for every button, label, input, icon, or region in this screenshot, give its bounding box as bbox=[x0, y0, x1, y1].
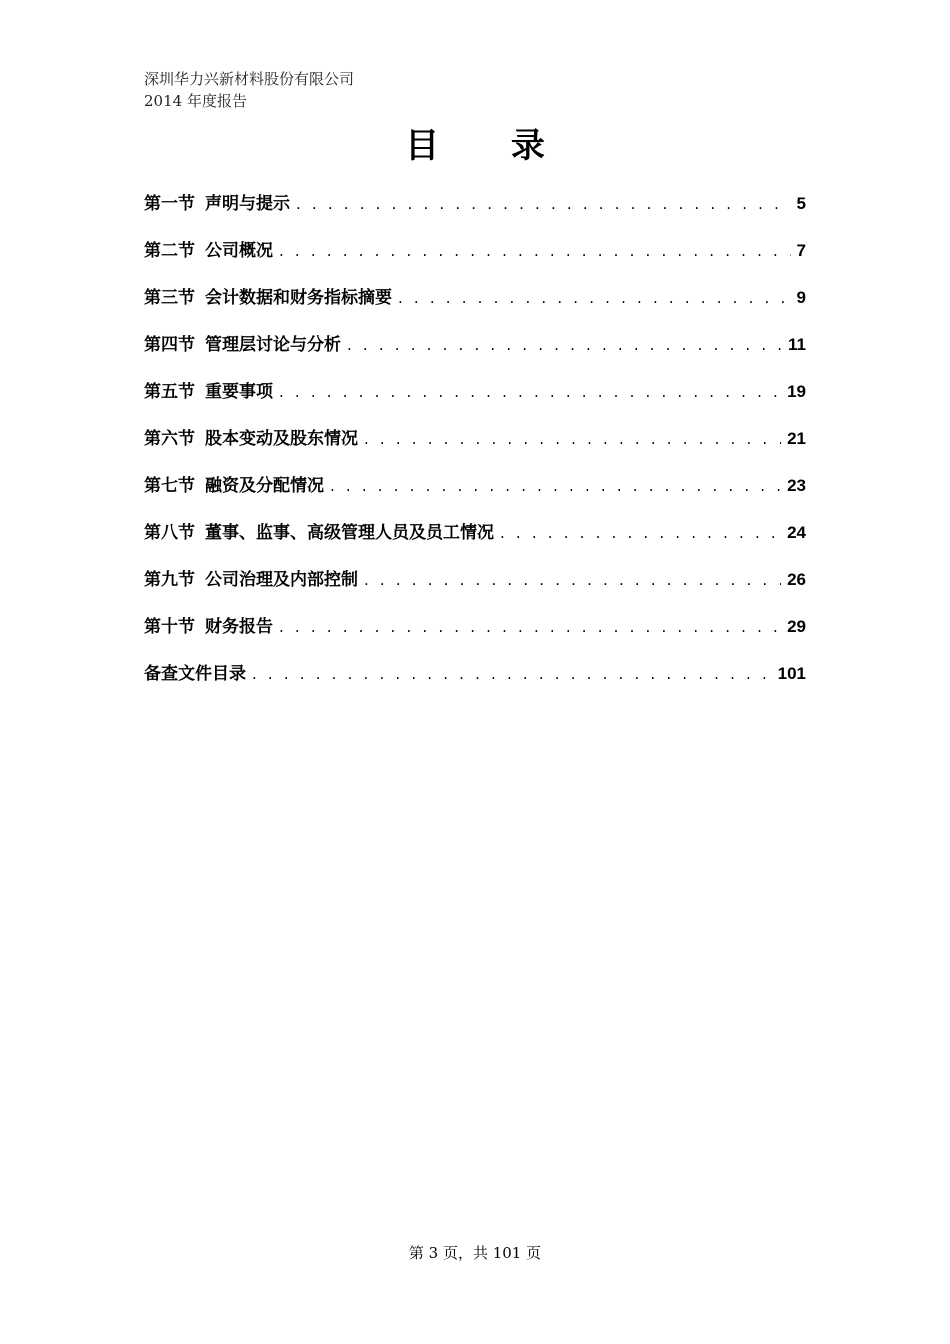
toc-dot-leader bbox=[330, 472, 781, 500]
toc-dot-leader bbox=[279, 237, 791, 265]
page-header bbox=[144, 68, 354, 112]
toc-section-title: 公司概况 bbox=[205, 241, 273, 261]
toc-section-number: 第三节 bbox=[144, 288, 195, 308]
toc-entry-section-1[interactable] bbox=[144, 190, 806, 237]
toc-dot-leader bbox=[364, 566, 781, 594]
toc-section-title: 董事、监事、高级管理人员及员工情况 bbox=[205, 523, 494, 543]
toc-page-number: 7 bbox=[796, 241, 806, 260]
page-title: 目 录 bbox=[405, 126, 575, 166]
toc-section-number: 第八节 bbox=[144, 523, 195, 543]
toc-entry-section-5[interactable] bbox=[144, 378, 806, 425]
toc-section-number: 第五节 bbox=[144, 382, 195, 402]
toc-dot-leader bbox=[279, 378, 781, 406]
toc-dot-leader bbox=[296, 190, 791, 218]
toc-entry-section-7[interactable] bbox=[144, 472, 806, 519]
toc-section-title: 重要事项 bbox=[205, 382, 273, 402]
toc-section-number: 第六节 bbox=[144, 429, 195, 449]
toc-section-title: 管理层讨论与分析 bbox=[205, 335, 341, 355]
toc-entry-section-10[interactable] bbox=[144, 613, 806, 660]
toc-dot-leader bbox=[364, 425, 781, 453]
table-of-contents bbox=[144, 190, 806, 707]
toc-dot-leader bbox=[398, 284, 791, 312]
toc-section-title: 备查文件目录 bbox=[144, 664, 246, 684]
toc-section-title: 股本变动及股东情况 bbox=[205, 429, 358, 449]
toc-section-title: 公司治理及内部控制 bbox=[205, 570, 358, 590]
toc-section-title: 融资及分配情况 bbox=[205, 476, 324, 496]
toc-page-number: 21 bbox=[787, 429, 806, 448]
toc-dot-leader bbox=[500, 519, 781, 547]
toc-section-number: 第十节 bbox=[144, 617, 195, 637]
toc-page-number: 26 bbox=[787, 570, 806, 589]
toc-entry-section-2[interactable] bbox=[144, 237, 806, 284]
toc-entry-reference-documents[interactable] bbox=[144, 660, 806, 707]
toc-page-number: 5 bbox=[796, 194, 806, 213]
toc-page-number: 9 bbox=[796, 288, 806, 307]
toc-section-number: 第七节 bbox=[144, 476, 195, 496]
toc-section-title: 声明与提示 bbox=[205, 194, 290, 214]
toc-page-number: 11 bbox=[788, 335, 806, 354]
toc-entry-section-6[interactable] bbox=[144, 425, 806, 472]
page-footer: 第 3 页，共 101 页 bbox=[408, 1244, 542, 1262]
toc-dot-leader bbox=[279, 613, 781, 641]
toc-page-number: 29 bbox=[787, 617, 806, 636]
toc-dot-leader bbox=[252, 660, 772, 688]
toc-section-number: 第四节 bbox=[144, 335, 195, 355]
toc-dot-leader bbox=[347, 331, 782, 359]
toc-entry-section-9[interactable] bbox=[144, 566, 806, 613]
toc-section-number: 第九节 bbox=[144, 570, 195, 590]
toc-page-number: 23 bbox=[787, 476, 806, 495]
toc-page-number: 19 bbox=[787, 382, 806, 401]
toc-entry-section-3[interactable] bbox=[144, 284, 806, 331]
toc-entry-section-8[interactable] bbox=[144, 519, 806, 566]
toc-page-number: 24 bbox=[787, 523, 806, 542]
toc-section-number: 第一节 bbox=[144, 194, 195, 214]
toc-section-title: 会计数据和财务指标摘要 bbox=[205, 288, 392, 308]
report-name: 2014 年度报告 bbox=[144, 92, 247, 110]
toc-entry-section-4[interactable] bbox=[144, 331, 806, 378]
toc-page-number: 101 bbox=[777, 664, 806, 683]
toc-section-number: 第二节 bbox=[144, 241, 195, 261]
company-name: 深圳华力兴新材料股份有限公司 bbox=[144, 70, 355, 88]
toc-section-title: 财务报告 bbox=[205, 617, 273, 637]
